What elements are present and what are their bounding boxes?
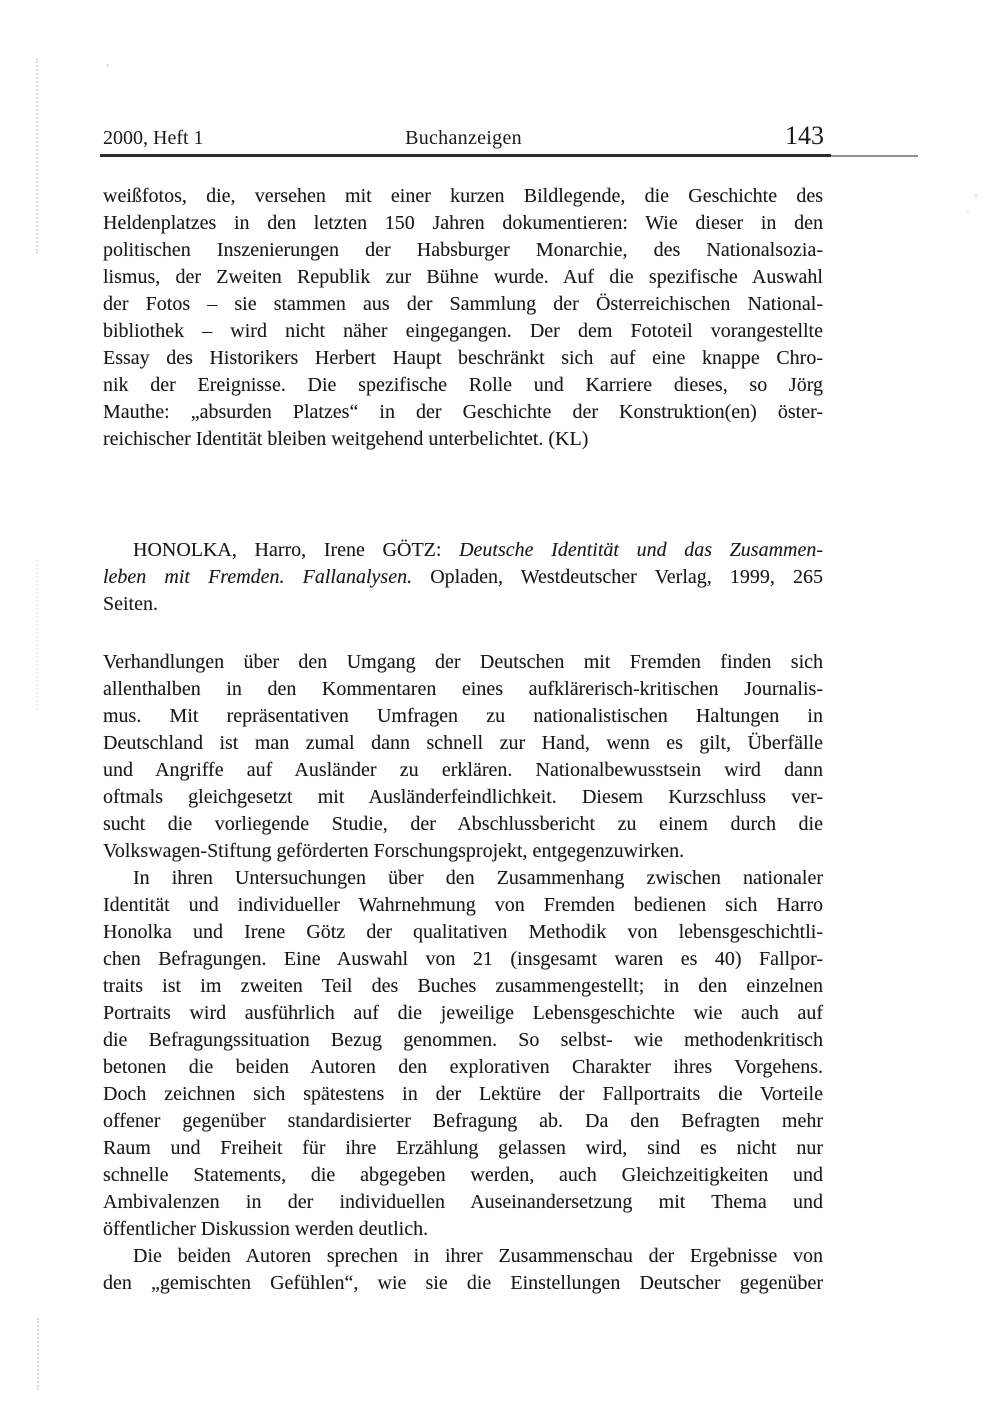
text-line bbox=[103, 537, 823, 564]
text-segment: nik der Ereignisse. Die spezifische Rolle und Karriere dieses, so Jörg bbox=[103, 374, 823, 396]
text-line bbox=[103, 237, 823, 264]
review-paragraph-2 bbox=[103, 865, 823, 1243]
text-line bbox=[103, 291, 823, 318]
text-segment: den „gemischten Gefühlen“, wie sie die Einstellungen Deutscher gegenüber bbox=[103, 1272, 823, 1294]
text-segment: Ambivalenzen in der individuellen Auseinandersetzung mit Thema und bbox=[103, 1191, 823, 1213]
text-segment: allenthalben in den Kommentaren eines aufklärerisch-kritischen Journalis- bbox=[103, 678, 823, 700]
text-segment: Honolka und Irene Götz der qualitativen Methodik von lebensgeschichtli- bbox=[103, 921, 823, 943]
header-rule bbox=[100, 154, 918, 158]
text-line bbox=[103, 676, 823, 703]
text-line bbox=[103, 757, 823, 784]
text-line bbox=[103, 564, 823, 591]
text-segment: offener gegenüber standardisierter Befragung ab. Da den Befragten mehr bbox=[103, 1110, 823, 1132]
text-line bbox=[103, 892, 823, 919]
text-segment: politischen Inszenierungen der Habsburger Monarchie, des Nationalsozia- bbox=[103, 239, 823, 261]
text-line bbox=[103, 591, 823, 618]
text-line bbox=[103, 1108, 823, 1135]
text-line bbox=[103, 1135, 823, 1162]
text-line bbox=[103, 399, 823, 426]
text-line bbox=[103, 1243, 823, 1270]
text-segment: Doch zeichnen sich spätestens in der Lektüre der Fallportraits die Vorteile bbox=[103, 1083, 823, 1105]
text-segment: chen Befragungen. Eine Auswahl von 21 (insgesamt waren es 40) Fallpor- bbox=[103, 948, 823, 970]
text-segment: In ihren Untersuchungen über den Zusammenhang zwischen nationaler bbox=[133, 867, 823, 889]
text-segment: bibliothek – wird nicht näher eingegangen. Der dem Fototeil vorangestellte bbox=[103, 320, 823, 342]
text-line bbox=[103, 865, 823, 892]
text-line bbox=[103, 784, 823, 811]
text-line bbox=[103, 811, 823, 838]
header-rule-extension bbox=[831, 155, 918, 157]
text-segment: oftmals gleichgesetzt mit Ausländerfeindlichkeit. Diesem Kurzschluss ver- bbox=[103, 786, 823, 808]
text-segment: betonen die beiden Autoren den explorativen Charakter ihres Vorgehens. bbox=[103, 1056, 823, 1078]
text-line bbox=[103, 210, 823, 237]
text-segment: schnelle Statements, die abgegeben werden, auch Gleichzeitigkeiten und bbox=[103, 1164, 823, 1186]
text-segment: Deutschland ist man zumal dann schnell zur Hand, wenn es gilt, Überfälle bbox=[103, 732, 823, 754]
text-segment: öffentlicher Diskussion werden deutlich. bbox=[103, 1218, 429, 1240]
page-number: 143 bbox=[785, 121, 825, 150]
text-segment: Identität und individueller Wahrnehmung von Fremden bedienen sich Harro bbox=[103, 894, 823, 916]
text-line bbox=[103, 1000, 823, 1027]
review-continuation-paragraph bbox=[103, 183, 823, 453]
text-segment: Volkswagen-Stiftung geförderten Forschungsprojekt, entgegenzuwirken. bbox=[103, 840, 685, 862]
text-line bbox=[103, 264, 823, 291]
text-segment: Verhandlungen über den Umgang der Deutschen mit Fremden finden sich bbox=[103, 651, 823, 673]
scan-speck-artifact bbox=[974, 194, 978, 197]
page-header bbox=[103, 121, 824, 151]
text-line bbox=[103, 730, 823, 757]
text-segment: Portraits wird ausführlich auf die jeweilige Lebensgeschichte wie auch auf bbox=[103, 1002, 823, 1024]
text-segment: weißfotos, die, versehen mit einer kurzen Bildlegende, die Geschichte des bbox=[103, 185, 823, 207]
text-line bbox=[103, 318, 823, 345]
text-segment: Die beiden Autoren sprechen in ihrer Zusammenschau der Ergebnisse von bbox=[133, 1245, 823, 1267]
text-line bbox=[103, 1027, 823, 1054]
text-segment: Essay des Historikers Herbert Haupt beschränkt sich auf eine knappe Chro- bbox=[103, 347, 823, 369]
text-segment: Raum und Freiheit für ihre Erzählung gelassen wird, sind es nicht nur bbox=[103, 1137, 823, 1159]
review-paragraph-1 bbox=[103, 649, 823, 865]
text-segment: Heldenplatzes in den letzten 150 Jahren dokumentieren: Wie dieser in den bbox=[103, 212, 823, 234]
text-segment: traits ist im zweiten Teil des Buches zusammengestellt; in den einzelnen bbox=[103, 975, 823, 997]
text-segment: die Befragungssituation Bezug genommen. So selbst- wie methodenkritisch bbox=[103, 1029, 823, 1051]
header-rule-main bbox=[100, 154, 831, 157]
text-segment: reichischer Identität bleiben weitgehend unterbelichtet. (KL) bbox=[103, 428, 589, 450]
scan-edge-artifact bbox=[37, 1318, 39, 1390]
text-segment: Seiten. bbox=[103, 593, 158, 615]
scan-edge-artifact bbox=[36, 560, 38, 710]
review-body bbox=[103, 649, 823, 1297]
text-segment: Mauthe: „absurden Platzes“ in der Geschichte der Konstruktion(en) öster- bbox=[103, 401, 823, 423]
text-segment: und Angriffe auf Ausländer zu erklären. Nationalbewusstsein wird dann bbox=[103, 759, 823, 781]
text-segment: Opladen, Westdeutscher Verlag, 1999, 265 bbox=[430, 566, 823, 588]
text-line bbox=[103, 919, 823, 946]
text-line bbox=[103, 183, 823, 210]
scan-speck-artifact bbox=[106, 64, 109, 67]
text-line bbox=[103, 1189, 823, 1216]
text-line bbox=[103, 946, 823, 973]
text-segment: HONOLKA, Harro, Irene GÖTZ: bbox=[133, 539, 460, 561]
journal-issue: 2000, Heft 1 bbox=[103, 127, 204, 149]
text-line bbox=[103, 1081, 823, 1108]
text-line bbox=[103, 1054, 823, 1081]
book-entry-heading bbox=[103, 537, 823, 618]
book-title-italic: Deutsche Identität und das Zusammen- bbox=[459, 539, 824, 561]
text-segment: sucht die vorliegende Studie, der Abschlussbericht zu einem durch die bbox=[103, 813, 823, 835]
text-line bbox=[103, 1162, 823, 1189]
text-segment: lismus, der Zweiten Republik zur Bühne wurde. Auf die spezifische Auswahl bbox=[103, 266, 823, 288]
text-line bbox=[103, 703, 823, 730]
text-line bbox=[103, 649, 823, 676]
scan-speck-artifact bbox=[966, 210, 969, 213]
text-line bbox=[103, 838, 823, 865]
section-title: Buchanzeigen bbox=[405, 127, 522, 149]
scan-edge-artifact bbox=[36, 58, 38, 254]
book-title-italic: leben mit Fremden. Fallanalysen. bbox=[103, 566, 431, 588]
text-segment: der Fotos – sie stammen aus der Sammlung der Österreichischen National- bbox=[103, 293, 823, 315]
text-line bbox=[103, 426, 823, 453]
review-paragraph-3 bbox=[103, 1243, 823, 1297]
text-line bbox=[103, 973, 823, 1000]
text-line bbox=[103, 345, 823, 372]
text-line bbox=[103, 1270, 823, 1297]
text-line bbox=[103, 372, 823, 399]
text-segment: mus. Mit repräsentativen Umfragen zu nationalistischen Haltungen in bbox=[103, 705, 823, 727]
text-line bbox=[103, 1216, 823, 1243]
